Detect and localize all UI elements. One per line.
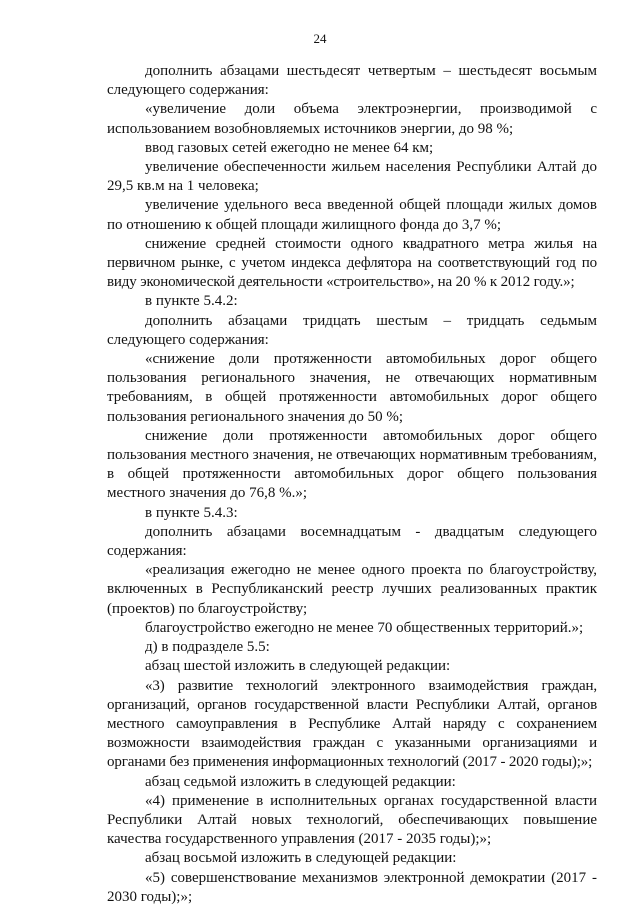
paragraph: абзац седьмой изложить в следующей редакции: bbox=[145, 773, 456, 790]
paragraph: в пункте 5.4.2: bbox=[145, 293, 238, 310]
paragraph: дополнить абзацами тридцать шестым – тридцать седьмым следующего содержания: bbox=[107, 312, 597, 348]
paragraph: «3) развитие технологий электронного взаимодействия граждан, организаций, органов государственной власти Республики Алтай, органов местного самоуправления в Республике Алтай наряду с сохранением возможности взаимодействия граждан с указанными организациями и органами без применения информационных технологий (2017 - 2020 годы);»; bbox=[107, 677, 597, 771]
paragraph: «реализация ежегодно не менее одного проекта по благоустройству, включенных в Республиканский реестр лучших реализованных практик (проектов) по благоустройству; bbox=[107, 562, 597, 617]
paragraph: снижение доли протяженности автомобильных дорог общего пользования местного значения, не отвечающих нормативным требованиям, в общей протяженности автомобильных дорог общего пользования местного значения до 76,8 %.»; bbox=[107, 427, 597, 502]
paragraph: ввод газовых сетей ежегодно не менее 64 км; bbox=[145, 139, 434, 156]
paragraph: снижение средней стоимости одного квадратного метра жилья на первичном рынке, с учетом индекса дефлятора на соответствующий год по виду экономической деятельности «строительство», на 20 % к 2012 году.»; bbox=[107, 235, 597, 291]
paragraph: «5) совершенствование механизмов электронной демократии (2017 - 2030 годы);»; bbox=[107, 869, 597, 905]
paragraph: «увеличение доли объема электроэнергии, производимой с использованием возобновляемых источников энергии, до 98 %; bbox=[107, 101, 597, 137]
paragraph: д) в подразделе 5.5: bbox=[145, 639, 270, 656]
paragraph: дополнить абзацами восемнадцатым - двадцатым следующего содержания: bbox=[107, 523, 597, 560]
paragraph: дополнить абзацами шестьдесят четвертым – шестьдесят восьмым следующего содержания: bbox=[107, 63, 597, 99]
paragraph: «снижение доли протяженности автомобильных дорог общего пользования регионального значения, не отвечающих нормативным требованиям, в общей протяженности автомобильных дорог общего пользования регионального значения до 50 %; bbox=[107, 351, 597, 425]
paragraph: благоустройство ежегодно не менее 70 общественных территорий.»; bbox=[145, 619, 584, 636]
page-number: 24 bbox=[313, 31, 327, 46]
paragraph: «4) применение в исполнительных органах государственной власти Республики Алтай новых технологий, обеспечивающих повышение качества государственного управления (2017 - 2035 годы);»; bbox=[107, 792, 597, 848]
document-body bbox=[107, 62, 597, 907]
paragraph: в пункте 5.4.3: bbox=[145, 504, 238, 521]
paragraph: абзац шестой изложить в следующей редакции: bbox=[145, 658, 451, 675]
paragraph: абзац восьмой изложить в следующей редакции: bbox=[145, 850, 457, 867]
paragraph: увеличение удельного веса введенной общей площади жилых домов по отношению к общей площади жилищного фонда до 3,7 %; bbox=[107, 197, 597, 233]
paragraph: увеличение обеспеченности жильем населения Республики Алтай до 29,5 кв.м на 1 человека; bbox=[107, 159, 597, 195]
